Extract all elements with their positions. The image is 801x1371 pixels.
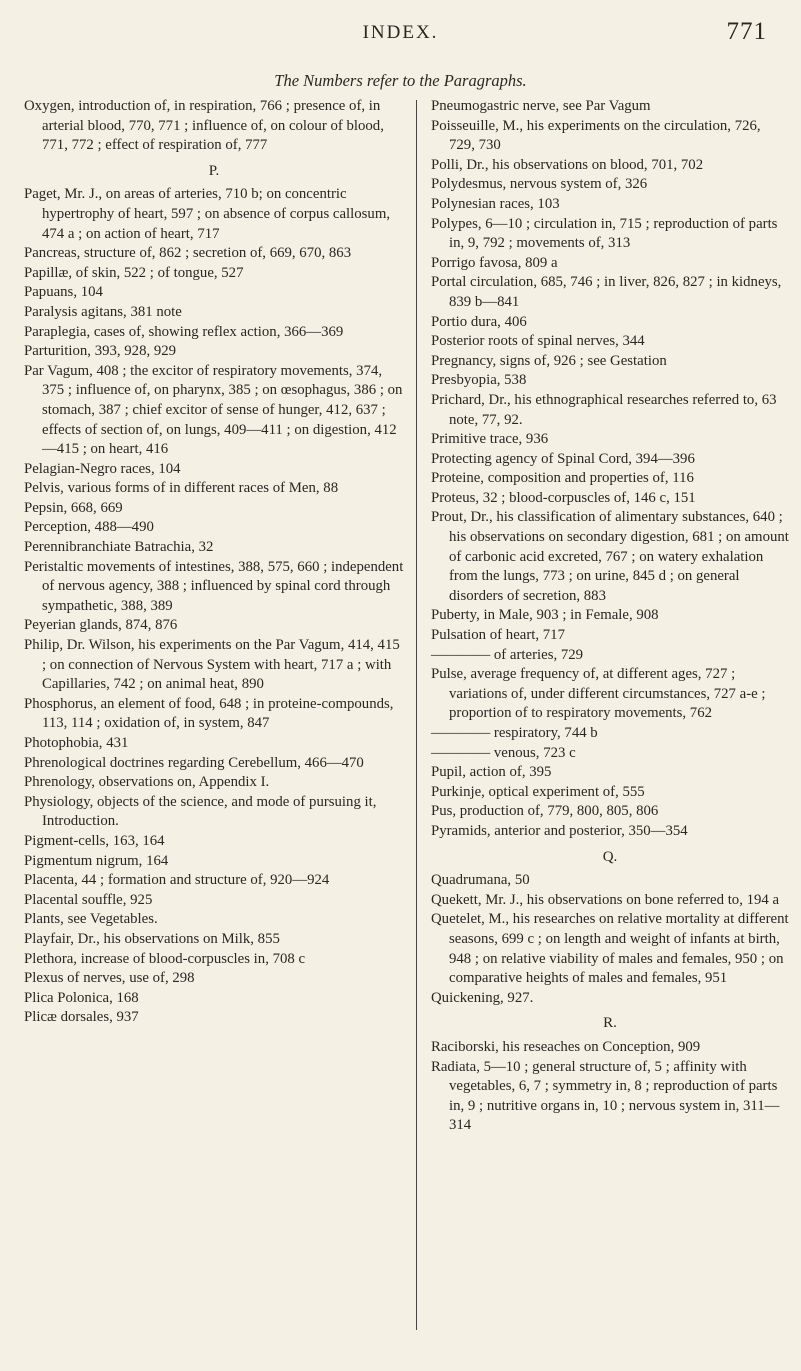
index-entry: Presbyopia, 538	[431, 372, 527, 389]
index-entry: Papillæ, of skin, 522 ; of tongue, 527	[24, 264, 244, 281]
index-entry: Phosphorus, an element of food, 648 ; in proteine-compounds, 113, 114 ; oxidation of, in system, 847	[24, 695, 394, 732]
index-entry: Perception, 488—490	[24, 519, 154, 536]
index-entry: Polydesmus, nervous system of, 326	[431, 176, 648, 193]
right-column	[431, 97, 789, 1136]
index-entry: Papuans, 104	[24, 284, 103, 301]
index-entry: Parturition, 393, 928, 929	[24, 343, 177, 360]
index-entry: Quadrumana, 50	[431, 872, 530, 889]
index-entry: Raciborski, his reseaches on Conception, 909	[431, 1038, 701, 1055]
index-entry: Plicæ dorsales, 937	[24, 1009, 139, 1026]
index-entry: Polynesian races, 103	[431, 195, 560, 212]
index-entry: Pancreas, structure of, 862 ; secretion of, 669, 670, 863	[24, 245, 352, 262]
index-entry: Quekett, Mr. J., his observations on bone referred to, 194 a	[431, 891, 780, 908]
index-entry: Puberty, in Male, 903 ; in Female, 908	[431, 607, 659, 624]
index-entry: Pelvis, various forms of in different races of Men, 88	[24, 480, 339, 497]
index-entry: Pigmentum nigrum, 164	[24, 852, 169, 869]
index-entry: Quickening, 927.	[431, 989, 534, 1006]
index-entry: Photophobia, 431	[24, 735, 129, 751]
index-entry: Phrenology, observations on, Appendix I.	[24, 774, 270, 791]
index-entry: Portio dura, 406	[431, 313, 527, 330]
running-title: INDEX.	[362, 22, 439, 43]
section-letter-q: Q.	[602, 848, 618, 865]
index-entry: Quetelet, M., his researches on relative mortality at different seasons, 699 c ; on length and weight of infants at birth, 948 ; on relative viability of males and females, 950 ; on comparative heights of males and females, 951	[431, 911, 789, 987]
index-entry: Par Vagum, 408 ; the excitor of respiratory movements, 374, 375 ; influence of, on pharynx, 385 ; on œsophagus, 386 ; on stomach, 387 ; chief excitor of sense of hunger, 412, 637 ; effects of section of, on lungs, 409—411 ; on digestion, 412—415 ; on heart, 416	[24, 362, 403, 458]
index-entry: ———— of arteries, 729	[431, 646, 584, 663]
index-entry: Porrigo favosa, 809 a	[431, 254, 558, 271]
index-subtitle: The Numbers refer to the Paragraphs.	[274, 71, 527, 90]
index-entry: Polli, Dr., his observations on blood, 701, 702	[431, 156, 704, 173]
index-entry: Peyerian glands, 874, 876	[24, 617, 178, 634]
index-entry: ———— respiratory, 744 b	[431, 725, 598, 741]
index-entry: Posterior roots of spinal nerves, 344	[431, 333, 645, 350]
index-entry: Peristaltic movements of intestines, 388, 575, 660 ; independent of nervous agency, 388 ; influenced by spinal cord through sympathetic, 388, 389	[24, 558, 404, 614]
index-entry: Pus, production of, 779, 800, 805, 806	[431, 803, 659, 820]
index-entry-oxygen: Oxygen, introduction of, in respiration, 766 ; presence of, in arterial blood, 770, 771 ; influence of, on colour of blood, 771, 772 ; effect of respiration of, 777	[24, 98, 384, 154]
index-entry: Paraplegia, cases of, showing reflex action, 366—369	[24, 323, 344, 340]
index-entry: Purkinje, optical experiment of, 555	[431, 783, 645, 800]
index-entry: Paget, Mr. J., on areas of arteries, 710 b; on concentric hypertrophy of heart, 597 ; on absence of corpus callosum, 474 a ; on action of heart, 717	[24, 186, 391, 242]
index-entry: Pelagian-Negro races, 104	[24, 460, 181, 477]
index-entry: Protecting agency of Spinal Cord, 394—396	[431, 450, 695, 467]
index-entry: Plica Polonica, 168	[24, 989, 139, 1006]
section-letter-r: R.	[603, 1015, 617, 1032]
index-entry: Plethora, increase of blood-corpuscles in, 708 c	[24, 950, 306, 967]
index-entry: Proteine, composition and properties of, 116	[431, 470, 694, 487]
index-entry: Phrenological doctrines regarding Cerebellum, 466—470	[24, 754, 364, 771]
index-entry: Plants, see Vegetables.	[24, 911, 158, 928]
index-entry: Physiology, objects of the science, and mode of pursuing it, Introduction.	[24, 793, 377, 830]
index-entry: Playfair, Dr., his observations on Milk, 855	[24, 930, 280, 947]
index-entry: Radiata, 5—10 ; general structure of, 5 ; affinity with vegetables, 6, 7 ; symmetry in, 8 ; reproduction of parts in, 9 ; nutritive organs in, 10 ; nervous system in, 311—314	[431, 1058, 780, 1134]
index-entry: Pulsation of heart, 717	[431, 627, 565, 644]
index-entry: Pregnancy, signs of, 926 ; see Gestation	[431, 352, 667, 369]
index-entry: Proteus, 32 ; blood-corpuscles of, 146 c, 151	[431, 489, 696, 506]
left-column	[24, 97, 404, 1028]
index-entry: Prout, Dr., his classification of alimentary substances, 640 ; his observations on secondary digestion, 681 ; on amount of carbonic acid excreted, 767 ; on watery exhalation from the lungs, 773 ; on urine, 845 d ; on general disorders of secretion, 883	[431, 509, 789, 604]
index-entry: Paralysis agitans, 381 note	[24, 303, 182, 320]
index-entry: Pepsin, 668, 669	[24, 499, 123, 516]
index-entry: Placenta, 44 ; formation and structure of, 920—924	[24, 872, 330, 889]
index-entry: Pneumogastric nerve, see Par Vagum	[431, 98, 651, 114]
index-entry: Pulse, average frequency of, at different ages, 727 ; variations of, under different circumstances, 727 a-e ; proportion of to respiratory movements, 762	[431, 666, 766, 722]
index-entry: ———— venous, 723 c	[431, 744, 576, 761]
index-entry: Philip, Dr. Wilson, his experiments on the Par Vagum, 414, 415 ; on connection of Nervous System with heart, 717 a ; with Capillaries, 742 ; on animal heat, 890	[24, 637, 400, 693]
index-entry: Plexus of nerves, use of, 298	[24, 970, 195, 987]
index-entry: Polypes, 6—10 ; circulation in, 715 ; reproduction of parts in, 9, 792 ; movements of, 313	[431, 215, 778, 252]
index-entry: Prichard, Dr., his ethnographical researches referred to, 63 note, 77, 92.	[431, 391, 777, 428]
index-entry: Pupil, action of, 395	[431, 764, 552, 781]
index-entry: Pyramids, anterior and posterior, 350—354	[431, 822, 688, 839]
page-number: 771	[726, 18, 767, 45]
index-entry: Perennibranchiate Batrachia, 32	[24, 539, 214, 556]
index-entry: Placental souffle, 925	[24, 891, 153, 908]
column-divider	[416, 100, 417, 1330]
index-entry: Pigment-cells, 163, 164	[24, 832, 165, 849]
index-entry: Portal circulation, 685, 746 ; in liver, 826, 827 ; in kidneys, 839 b—841	[431, 274, 782, 310]
index-entry: Primitive trace, 936	[431, 431, 549, 448]
running-head	[0, 18, 801, 52]
section-letter-p: P.	[208, 162, 220, 179]
index-entry: Poisseuille, M., his experiments on the circulation, 726, 729, 730	[431, 117, 761, 154]
